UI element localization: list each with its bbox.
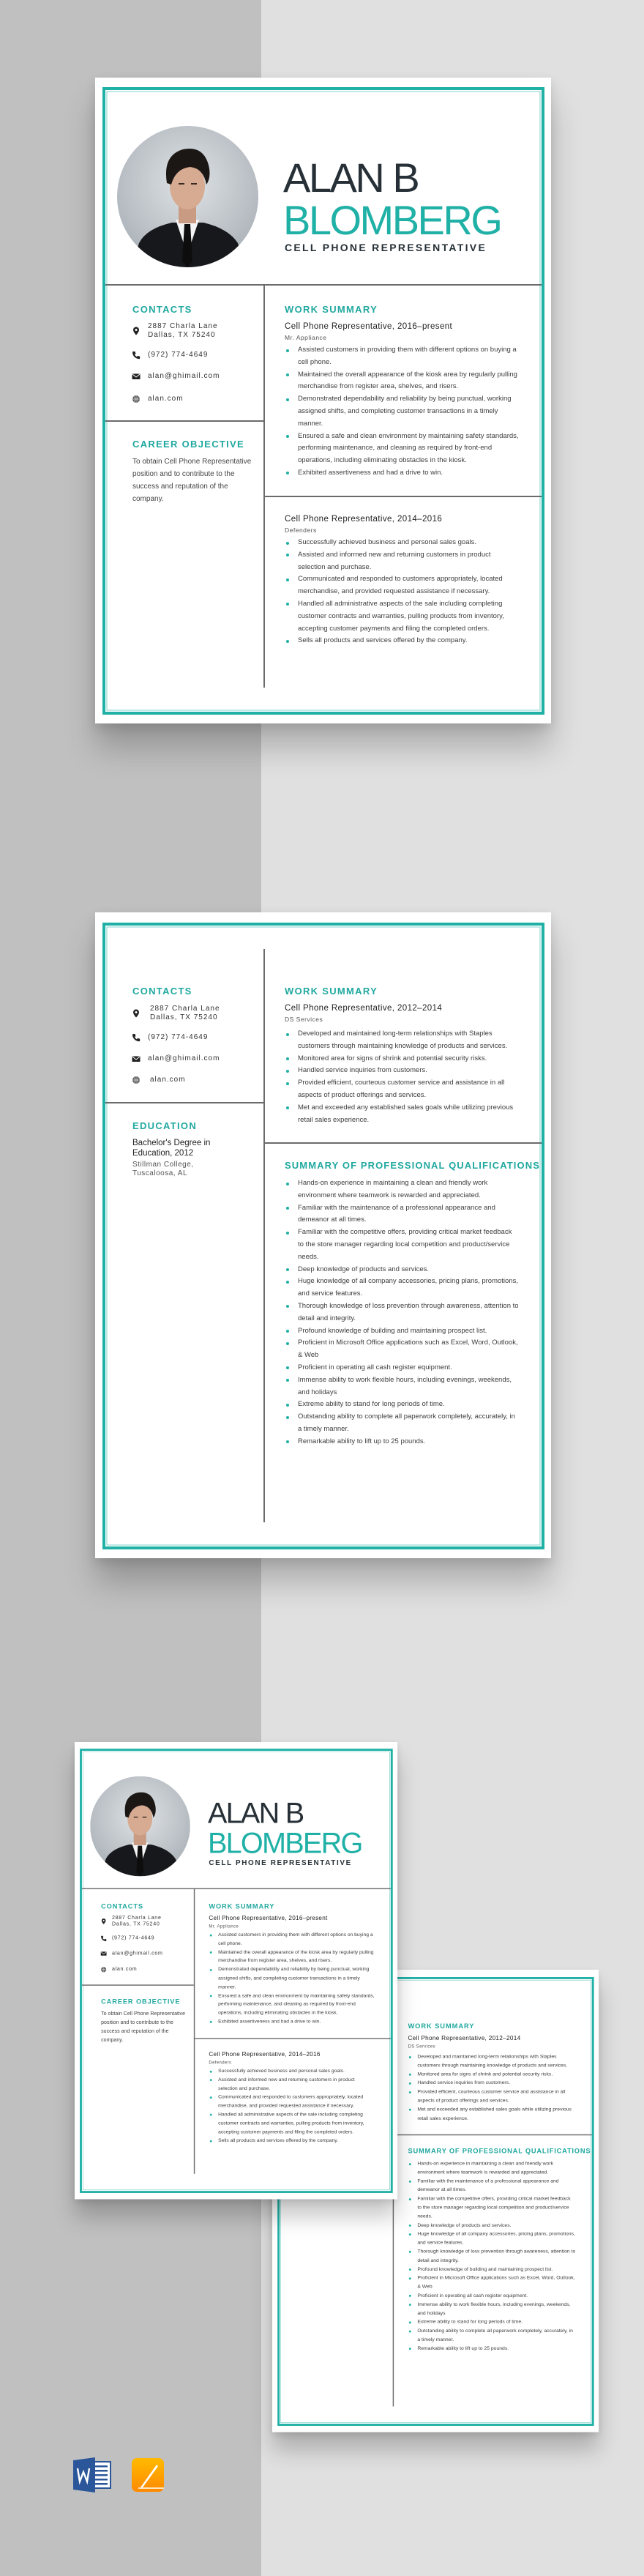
website: alan.com <box>148 395 184 403</box>
list-item: Monitored area for signs of shrink and potential security risks. <box>408 2070 575 2079</box>
list-item: Huge knowledge of all company accessories, pricing plans, promotions, and service features. <box>408 2230 575 2247</box>
first-name: ALAN B <box>283 155 419 201</box>
address-city: Dallas, TX 75240 <box>111 1921 160 1927</box>
globe-icon <box>132 395 141 403</box>
list-item: Remarkable ability to lift up to 25 pounds. <box>408 2345 575 2353</box>
list-item: Outstanding ability to complete all paperwork completely, accurately, in a timely manner. <box>285 1411 519 1436</box>
job-company: Mr. Appliance <box>285 334 327 341</box>
career-objective-heading: CAREER OBJECTIVE <box>132 439 244 450</box>
first-name: ALAN B <box>207 1796 304 1829</box>
address-city: Dallas, TX 75240 <box>150 1013 218 1021</box>
list-item: Outstanding ability to complete all paperwork completely, accurately, in a timely manner. <box>408 2327 575 2345</box>
list-item: Developed and maintained long-term relationships with Staples customers through maintaining knowledge of products and services. <box>408 2052 575 2070</box>
phone-icon <box>132 1033 141 1042</box>
address-city: Dallas, TX 75240 <box>148 331 216 339</box>
address-street: 2887 Charla Lane <box>111 1915 162 1921</box>
website: alan.com <box>111 1966 138 1973</box>
list-item: Handled service inquiries from customers. <box>285 1065 519 1077</box>
job-company: Defenders <box>285 526 317 534</box>
list-item: Maintained the overall appearance of the kiosk area by regularly pulling merchandise from register area, shelves, and risers. <box>285 369 519 394</box>
list-item: Familiar with the competitive offers, providing critical market feedback to the store manager regarding local competition and product/service needs. <box>408 2195 575 2221</box>
right-section-divider <box>263 496 542 497</box>
job-bullets <box>209 1931 375 2027</box>
address-street: 2887 Charla Lane <box>150 1005 220 1013</box>
list-item: Assisted customers in providing them with different options on buying a cell phone. <box>209 1931 375 1948</box>
profile-photo <box>117 126 258 267</box>
list-item: Demonstrated dependability and reliability by being punctual, working assigned shifts, and completing customer transactions in a timely manner. <box>285 393 519 430</box>
job-bullets <box>209 2067 375 2145</box>
list-item: Provided efficient, courteous customer service and assistance in all aspects of product offerings and services. <box>285 1077 519 1102</box>
list-item: Sells all products and services offered by the company. <box>285 635 519 647</box>
header-divider <box>105 284 542 286</box>
work-summary-heading: WORK SUMMARY <box>408 2022 475 2030</box>
left-section-divider <box>82 1984 194 1985</box>
globe-icon <box>132 1076 141 1084</box>
envelope-icon <box>132 372 141 381</box>
list-item: Assisted customers in providing them with different options on buying a cell phone. <box>285 344 519 369</box>
job-bullets <box>285 1028 519 1126</box>
map-pin-icon <box>100 1918 106 1924</box>
qualifications-bullets <box>408 2159 575 2353</box>
education-heading: EDUCATION <box>132 1120 198 1131</box>
job-role: Cell Phone Representative, 2014–2016 <box>209 2051 321 2058</box>
list-item: Handled all administrative aspects of the sale including completing customer contracts and warranties, pulling products from inventory, accepting customer payments and filing the completed orders. <box>285 598 519 635</box>
email-address: alan@ghimail.com <box>148 372 220 380</box>
list-item: Extreme ability to stand for long periods of time. <box>285 1399 519 1411</box>
phone-icon <box>132 351 141 360</box>
address-street: 2887 Charla Lane <box>148 322 218 330</box>
job-company: DS Services <box>285 1016 323 1023</box>
job-bullets <box>285 344 519 480</box>
column-divider <box>263 949 265 1522</box>
column-divider <box>263 284 265 688</box>
work-summary-heading: WORK SUMMARY <box>209 1902 275 1910</box>
envelope-icon <box>132 1054 141 1063</box>
column-divider <box>194 1888 195 2174</box>
list-item: Maintained the overall appearance of the kiosk area by regularly pulling merchandise from register area, shelves, and risers. <box>209 1948 375 1965</box>
list-item: Developed and maintained long-term relationships with Staples customers through maintaining knowledge of products and services. <box>285 1028 519 1053</box>
list-item: Provided efficient, courteous customer service and assistance in all aspects of product offerings and services. <box>408 2088 575 2105</box>
list-item: Familiar with the competitive offers, providing critical market feedback to the store manager regarding local competition and product/service needs. <box>285 1226 519 1263</box>
job-role: Cell Phone Representative, 2014–2016 <box>285 515 443 524</box>
envelope-icon <box>100 1951 106 1957</box>
career-objective-text: To obtain Cell Phone Representative position and to contribute to the success and reputation of the company. <box>101 2011 186 2044</box>
list-item: Deep knowledge of products and services. <box>408 2221 575 2230</box>
career-objective-text: To obtain Cell Phone Representative position and to contribute to the success and reputation of the company. <box>132 458 252 503</box>
qualifications-bullets <box>285 1177 519 1448</box>
list-item: Successfully achieved business and personal sales goals. <box>285 537 519 549</box>
work-summary-heading: WORK SUMMARY <box>285 304 378 315</box>
list-item: Demonstrated dependability and reliability by being punctual, working assigned shifts, and completing customer transactions in a timely manner. <box>209 1965 375 1992</box>
list-item: Proficient in Microsoft Office applications such as Excel, Word, Outlook, & Web <box>285 1337 519 1362</box>
header-divider <box>82 1888 391 1889</box>
education-school: Stillman College, Tuscaloosa, AL <box>132 1161 194 1177</box>
qualifications-heading: SUMMARY OF PROFESSIONAL QUALIFICATIONS <box>285 1160 540 1171</box>
list-item: Thorough knowledge of loss prevention through awareness, attention to detail and integrity. <box>285 1300 519 1325</box>
list-item: Familiar with the maintenance of a professional appearance and demeanor at all times. <box>408 2177 575 2195</box>
resume-page-1 <box>95 78 551 723</box>
work-summary-heading: WORK SUMMARY <box>285 986 378 997</box>
list-item: Proficient in operating all cash register equipment. <box>285 1362 519 1374</box>
left-section-divider <box>105 1102 263 1103</box>
list-item: Communicated and responded to customers appropriately, located merchandise, and provided requested assistance if necessary. <box>209 2093 375 2111</box>
job-company: Mr. Appliance <box>209 1923 239 1929</box>
list-item: Exhibited assertiveness and had a drive to win. <box>285 467 519 480</box>
list-item: Handled all administrative aspects of the sale including completing customer contracts and warranties, pulling products from inventory, accepting customer payments and filing the completed orders. <box>209 2110 375 2137</box>
website: alan.com <box>150 1076 186 1084</box>
map-pin-icon <box>132 1009 141 1018</box>
job-company: Defenders <box>209 2060 232 2066</box>
word-icon <box>73 2457 111 2493</box>
left-section-divider <box>105 420 263 422</box>
last-name: BLOMBERG <box>283 197 501 243</box>
list-item: Assisted and informed new and returning customers in product selection and purchase. <box>209 2076 375 2093</box>
right-section-divider <box>194 2038 391 2039</box>
right-section-divider <box>393 2134 592 2135</box>
job-bullets <box>285 537 519 647</box>
pages-icon <box>132 2458 164 2492</box>
job-title: CELL PHONE REPRESENTATIVE <box>285 242 487 253</box>
list-item: Proficient in operating all cash register equipment. <box>408 2292 575 2301</box>
list-item: Remarkable ability to lift up to 25 pounds. <box>285 1436 519 1448</box>
list-item: Hands-on experience in maintaining a clean and friendly work environment where teamwork is rewarded and appreciated. <box>408 2159 575 2177</box>
list-item: Exhibited assertiveness and had a drive to win. <box>209 2018 375 2027</box>
contacts-heading: CONTACTS <box>101 1902 143 1910</box>
career-objective-heading: CAREER OBJECTIVE <box>101 1998 181 2006</box>
education-degree: Bachelor's Degree in Education, 2012 <box>132 1139 211 1158</box>
list-item: Huge knowledge of all company accessories, pricing plans, promotions, and service features. <box>285 1276 519 1300</box>
contacts-heading: CONTACTS <box>132 986 192 997</box>
list-item: Met and exceeded any established sales goals while utilizing previous retail sales experience. <box>285 1102 519 1127</box>
job-title: CELL PHONE REPRESENTATIVE <box>209 1858 352 1866</box>
list-item: Immense ability to work flexible hours, including evenings, weekends, and holidays <box>285 1374 519 1399</box>
right-section-divider <box>263 1142 542 1144</box>
list-item: Met and exceeded any established sales goals while utilizing previous retail sales experience. <box>408 2105 575 2123</box>
list-item: Profound knowledge of building and maintaining prospect list. <box>408 2266 575 2274</box>
map-pin-icon <box>132 327 141 335</box>
contacts-heading: CONTACTS <box>132 304 192 315</box>
list-item: Successfully achieved business and personal sales goals. <box>209 2067 375 2076</box>
job-role: Cell Phone Representative, 2012–2014 <box>285 1004 443 1013</box>
job-company: DS Services <box>408 2043 435 2050</box>
email-address: alan@ghimail.com <box>111 1950 163 1957</box>
job-role: Cell Phone Representative, 2016–present <box>209 1915 328 1921</box>
phone-number: (972) 774-4649 <box>148 1033 209 1041</box>
list-item: Ensured a safe and clean environment by maintaining safety standards, performing maintenance, and cleaning as required by front-end operations, including eliminating obstacles in the kiosk. <box>209 1992 375 2018</box>
profile-photo <box>90 1776 190 1877</box>
globe-icon <box>100 1967 106 1973</box>
qualifications-heading: SUMMARY OF PROFESSIONAL QUALIFICATIONS <box>408 2147 591 2155</box>
resume-page-2 <box>95 912 551 1558</box>
list-item: Thorough knowledge of loss prevention through awareness, attention to detail and integrity. <box>408 2247 575 2265</box>
list-item: Handled service inquiries from customers. <box>408 2079 575 2088</box>
list-item: Ensured a safe and clean environment by maintaining safety standards, performing maintenance, and cleaning as required by front-end operations, including eliminating obstacles in the kiosk. <box>285 431 519 467</box>
list-item: Monitored area for signs of shrink and potential security risks. <box>285 1053 519 1065</box>
list-item: Profound knowledge of building and maintaining prospect list. <box>285 1325 519 1338</box>
job-role: Cell Phone Representative, 2016–present <box>285 322 453 331</box>
last-name: BLOMBERG <box>207 1826 362 1860</box>
list-item: Immense ability to work flexible hours, including evenings, weekends, and holidays <box>408 2301 575 2318</box>
list-item: Proficient in Microsoft Office applications such as Excel, Word, Outlook, & Web <box>408 2274 575 2292</box>
phone-number: (972) 774-4649 <box>148 351 209 359</box>
phone-icon <box>100 1935 106 1941</box>
phone-number: (972) 774-4649 <box>111 1935 155 1941</box>
list-item: Familiar with the maintenance of a professional appearance and demeanor at all times. <box>285 1202 519 1227</box>
job-bullets <box>408 2052 575 2123</box>
list-item: Sells all products and services offered by the company. <box>209 2137 375 2145</box>
email-address: alan@ghimail.com <box>148 1054 220 1062</box>
list-item: Assisted and informed new and returning customers in product selection and purchase. <box>285 549 519 574</box>
list-item: Deep knowledge of products and services. <box>285 1264 519 1276</box>
list-item: Communicated and responded to customers appropriately, located merchandise, and provided requested assistance if necessary. <box>285 573 519 598</box>
job-role: Cell Phone Representative, 2012–2014 <box>408 2035 521 2042</box>
resume-preview-page-1 <box>75 1742 397 2199</box>
list-item: Hands-on experience in maintaining a clean and friendly work environment where teamwork is rewarded and appreciated. <box>285 1177 519 1202</box>
list-item: Extreme ability to stand for long periods of time. <box>408 2318 575 2327</box>
